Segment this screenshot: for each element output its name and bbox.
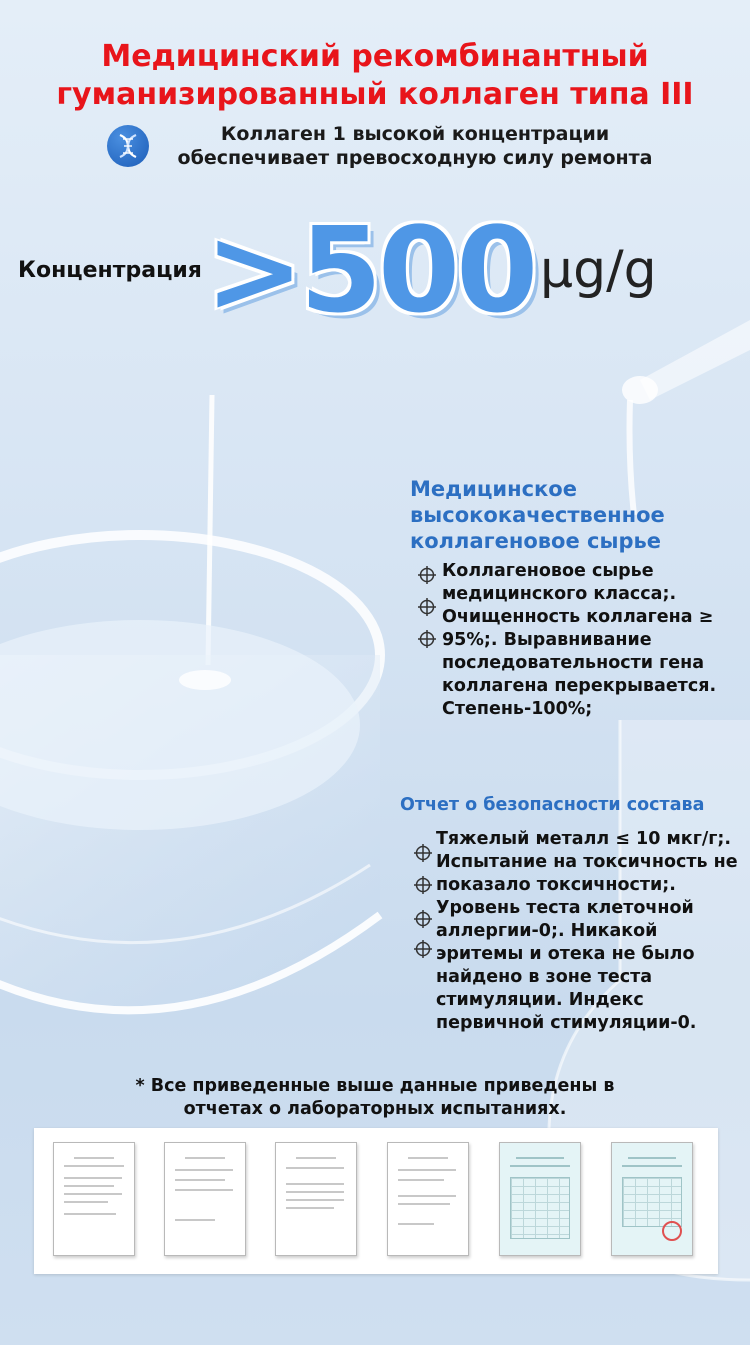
text-line: Уровень теста клеточной xyxy=(436,898,694,918)
lab-report-thumbnail[interactable] xyxy=(164,1142,246,1256)
text-line: последовательности гена xyxy=(442,653,705,673)
lab-report-thumbnail[interactable] xyxy=(53,1142,135,1256)
raw-material-title-line: Медицинское xyxy=(410,477,577,501)
text-line: аллергии-0;. Никакой xyxy=(436,921,658,941)
concentration-label: Концентрация xyxy=(18,258,202,283)
lab-report-thumbnail[interactable] xyxy=(499,1142,581,1256)
lab-report-strip xyxy=(34,1128,718,1274)
text-line: стимуляции. Индекс xyxy=(436,990,644,1010)
subtitle xyxy=(165,122,665,170)
crosshair-icon xyxy=(418,630,436,648)
text-line: найдено в зоне теста xyxy=(436,967,653,987)
lab-report-thumbnail[interactable] xyxy=(275,1142,357,1256)
subtitle-line-1: Коллаген 1 высокой концентрации xyxy=(220,123,610,145)
text-line: Коллагеновое сырье xyxy=(442,561,654,581)
petri-dish-illustration xyxy=(0,395,390,1115)
dna-icon xyxy=(107,125,149,167)
text-line: Степень-100%; xyxy=(442,699,593,719)
text-line: медицинского класса;. xyxy=(442,584,677,604)
footnote xyxy=(0,1075,750,1121)
raw-material-text xyxy=(442,560,742,721)
crosshair-icon xyxy=(414,910,432,928)
text-line: 95%;. Выравнивание xyxy=(442,630,652,650)
title-line-1: Медицинский рекомбинантный xyxy=(101,39,649,74)
crosshair-icon xyxy=(414,876,432,894)
crosshair-icon xyxy=(414,844,432,862)
page-title xyxy=(0,38,750,114)
lab-report-thumbnail[interactable] xyxy=(611,1142,693,1256)
text-line: Испытание на токсичность не xyxy=(436,852,738,872)
stamp-icon xyxy=(662,1221,682,1241)
text-line: первичной стимуляции-0. xyxy=(436,1013,697,1033)
footnote-line-1: * Все приведенные выше данные приведены в xyxy=(135,1076,615,1096)
text-line: Очищенность коллагена ≥ xyxy=(442,607,714,627)
raw-material-title xyxy=(410,476,730,554)
crosshair-icon xyxy=(418,566,436,584)
text-line: коллагена перекрывается. xyxy=(442,676,717,696)
concentration-value: >500 xyxy=(205,201,535,339)
raw-material-title-line: высококачественное xyxy=(410,503,665,527)
raw-material-title-line: коллагеновое сырье xyxy=(410,529,662,553)
text-line: показало токсичности;. xyxy=(436,875,676,895)
footnote-line-2: отчетах о лабораторных испытаниях. xyxy=(183,1099,567,1119)
safety-report-title: Отчет о безопасности состава xyxy=(400,795,705,815)
concentration-unit: μg/g xyxy=(540,240,657,300)
text-line: Тяжелый металл ≤ 10 мкг/г;. xyxy=(436,829,732,849)
safety-report-text xyxy=(436,828,750,1035)
title-line-2: гуманизированный коллаген типа III xyxy=(56,77,694,112)
subtitle-line-2: обеспечивает превосходную силу ремонта xyxy=(177,147,653,169)
lab-report-thumbnail[interactable] xyxy=(387,1142,469,1256)
text-line: эритемы и отека не было xyxy=(436,944,695,964)
crosshair-icon xyxy=(418,598,436,616)
crosshair-icon xyxy=(414,940,432,958)
